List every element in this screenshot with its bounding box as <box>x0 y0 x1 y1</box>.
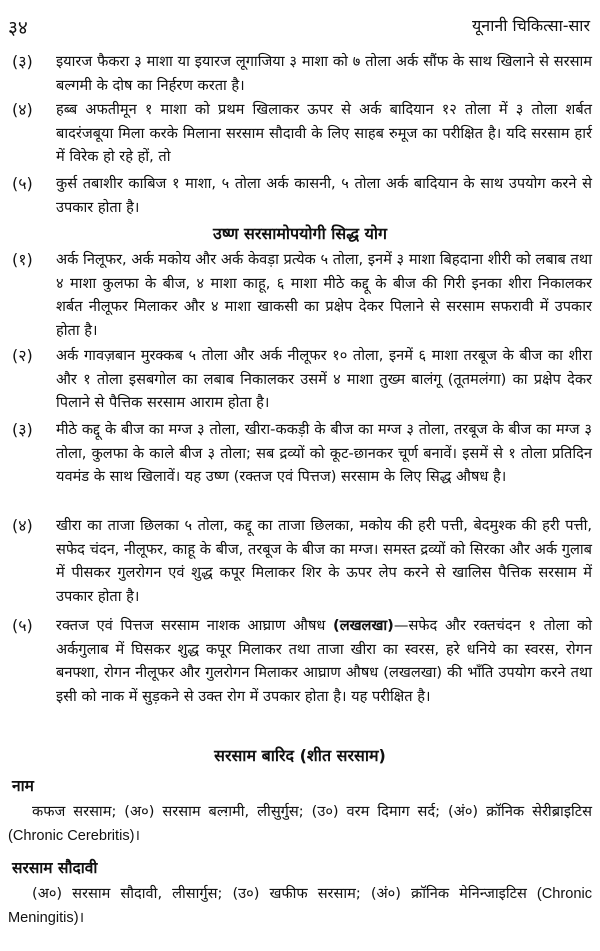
item-number: (३) <box>12 420 33 439</box>
item-text: हब्ब अफतीमून १ माशा को प्रथम खिलाकर ऊपर से अर्क बादियान १२ तोला में ३ तोला शर्बत बादरंजबूया मिला करके मिलाना सरसाम सौदावी के लिए साहब रुमूज का परीक्षित है। यदि सरसाम हार्र में विरेक हो रहे हों, तो <box>56 101 592 165</box>
item-number: (४) <box>12 100 33 119</box>
item-text: मीठे कद्दू के बीज का मग्ज ३ तोला, खीरा-ककड़ी के बीज का मग्ज ३ तोला, तरबूज के बीज का मग्ज ३ तोला, कुलफा के काले बीज ३ तोला; सब द्रव्यों को कूट-छानकर चूर्ण बनावें। इसमें से १ तोला प्रतिदिन यवमंड के साथ खिलावें। यह उष्ण (रक्तज एवं पित्तज) सरसाम के लिए सिद्ध औषध है। <box>56 421 592 485</box>
item-text: कुर्स तबाशीर काबिज १ माशा, ५ तोला अर्क कासनी, ५ तोला अर्क बादियान के साथ उपयोग करने से उपकार होता है। <box>56 175 592 216</box>
naam-text: कफज सरसाम; (अ०) सरसाम बल्ग़मी, लीसुर्गुस; (उ०) वरम दिमाग सर्द; (अं०) क्रॉनिक सेरीब्राइटिस <box>32 803 592 820</box>
item-text <box>56 614 592 708</box>
naam-latin: (Chronic Cerebritis) <box>8 828 135 844</box>
naam-paragraph <box>8 800 592 848</box>
item-number: (४) <box>12 516 33 535</box>
subheading-saudavi: सरसाम सौदावी <box>12 859 98 877</box>
page-number: ३४ <box>8 17 28 39</box>
saudavi-latin: (Chronic Meningitis) <box>8 886 593 926</box>
saudavi-end: । <box>78 909 85 926</box>
item-text: खीरा का ताजा छिलका ५ तोला, कद्दू का ताजा छिलका, मकोय की हरी पत्ती, बेदमुश्क की हरी पत्ती, सफेद चंदन, नीलूफर, काहू के बीज, तरबूज के बीज का मग्ज। समस्त द्रव्यों को सिरका और अर्क गुलाब में पीसकर गुलरोगन एवं शुद्ध कपूर मिलाकर शिर के ऊपर लेप करने से खालिस पैत्तिक सरसाम में उपकार होता है। <box>56 517 592 605</box>
item-text: अर्क निलूफर, अर्क मकोय और अर्क केवड़ा प्रत्येक ५ तोला, इनमें ३ माशा बिहदाना शीरी को लबाब तथा ४ माशा कुलफा के बीज, ४ माशा काहू, ६ माशा मीठे कद्दू के बीज की गिरी इनका शीरा निकालकर शर्बत नीलूफर मिलाकर और ४ माशा खाकसी का प्रक्षेप देकर पिलाने से सरसाम सफरावी में उपकार होता है। <box>56 251 592 339</box>
saudavi-text: (अ०) सरसाम सौदावी, लीसार्गुस; (उ०) खफीफ सरसाम; (अं०) क्रॉनिक मेनिन्जाइटिस <box>32 885 527 902</box>
section-heading: सरसाम बारिद (शीत सरसाम) <box>214 746 386 765</box>
item-text: अर्क गावज़बान मुरक्कब ५ तोला और अर्क नीलूफर १० तोला, इनमें ६ माशा तरबूज के बीज का शीरा और १ तोला इसबगोल का लबाब निकालकर उसमें ४ माशा तुख्म बालंगू (तूतमलंगा) का प्रक्षेप देकर पिलाने से पैत्तिक सरसाम आराम होता है। <box>56 347 592 411</box>
naam-end: । <box>134 827 141 844</box>
item-number: (३) <box>12 52 33 71</box>
section-heading: उष्ण सरसामोपयोगी सिद्ध योग <box>212 224 388 243</box>
saudavi-paragraph <box>8 882 592 930</box>
item-number: (५) <box>12 174 33 193</box>
item-number: (१) <box>12 250 33 269</box>
running-title: यूनानी चिकित्सा-सार <box>472 16 590 35</box>
item-text-lead: रक्तज एवं पित्तज सरसाम नाशक आघ्राण औषध <box>56 617 334 634</box>
item-number: (२) <box>12 346 33 365</box>
item-number: (५) <box>12 616 33 635</box>
page-header <box>8 14 590 40</box>
item-text-rest: —सफेद और रक्तचंदन १ तोला को अर्कगुलाब में घिसकर शुद्ध कपूर मिलाकर तथा ताजा खीरा का स्वरस, हरे धनिये का स्वरस, रोगन बनफ्शा, रोगन नीलूफर और गुलरोगन मिलाकर आघ्राण औषध (लखलखा) की भाँति उपयोग करने तथा इसी को नाक में सुड़कने से उक्त रोग में उपकार होता है। यह परीक्षित है। <box>56 617 592 705</box>
subheading-naam: नाम <box>12 777 34 795</box>
item-text-bold: (लखलखा) <box>333 617 394 634</box>
item-text: इयारज फैकरा ३ माशा या इयारज लूगाजिया ३ माशा को ७ तोला अर्क सौंफ के साथ खिलाने से सरसाम बल्गमी के दोष का निर्हरण करता है। <box>56 53 592 94</box>
